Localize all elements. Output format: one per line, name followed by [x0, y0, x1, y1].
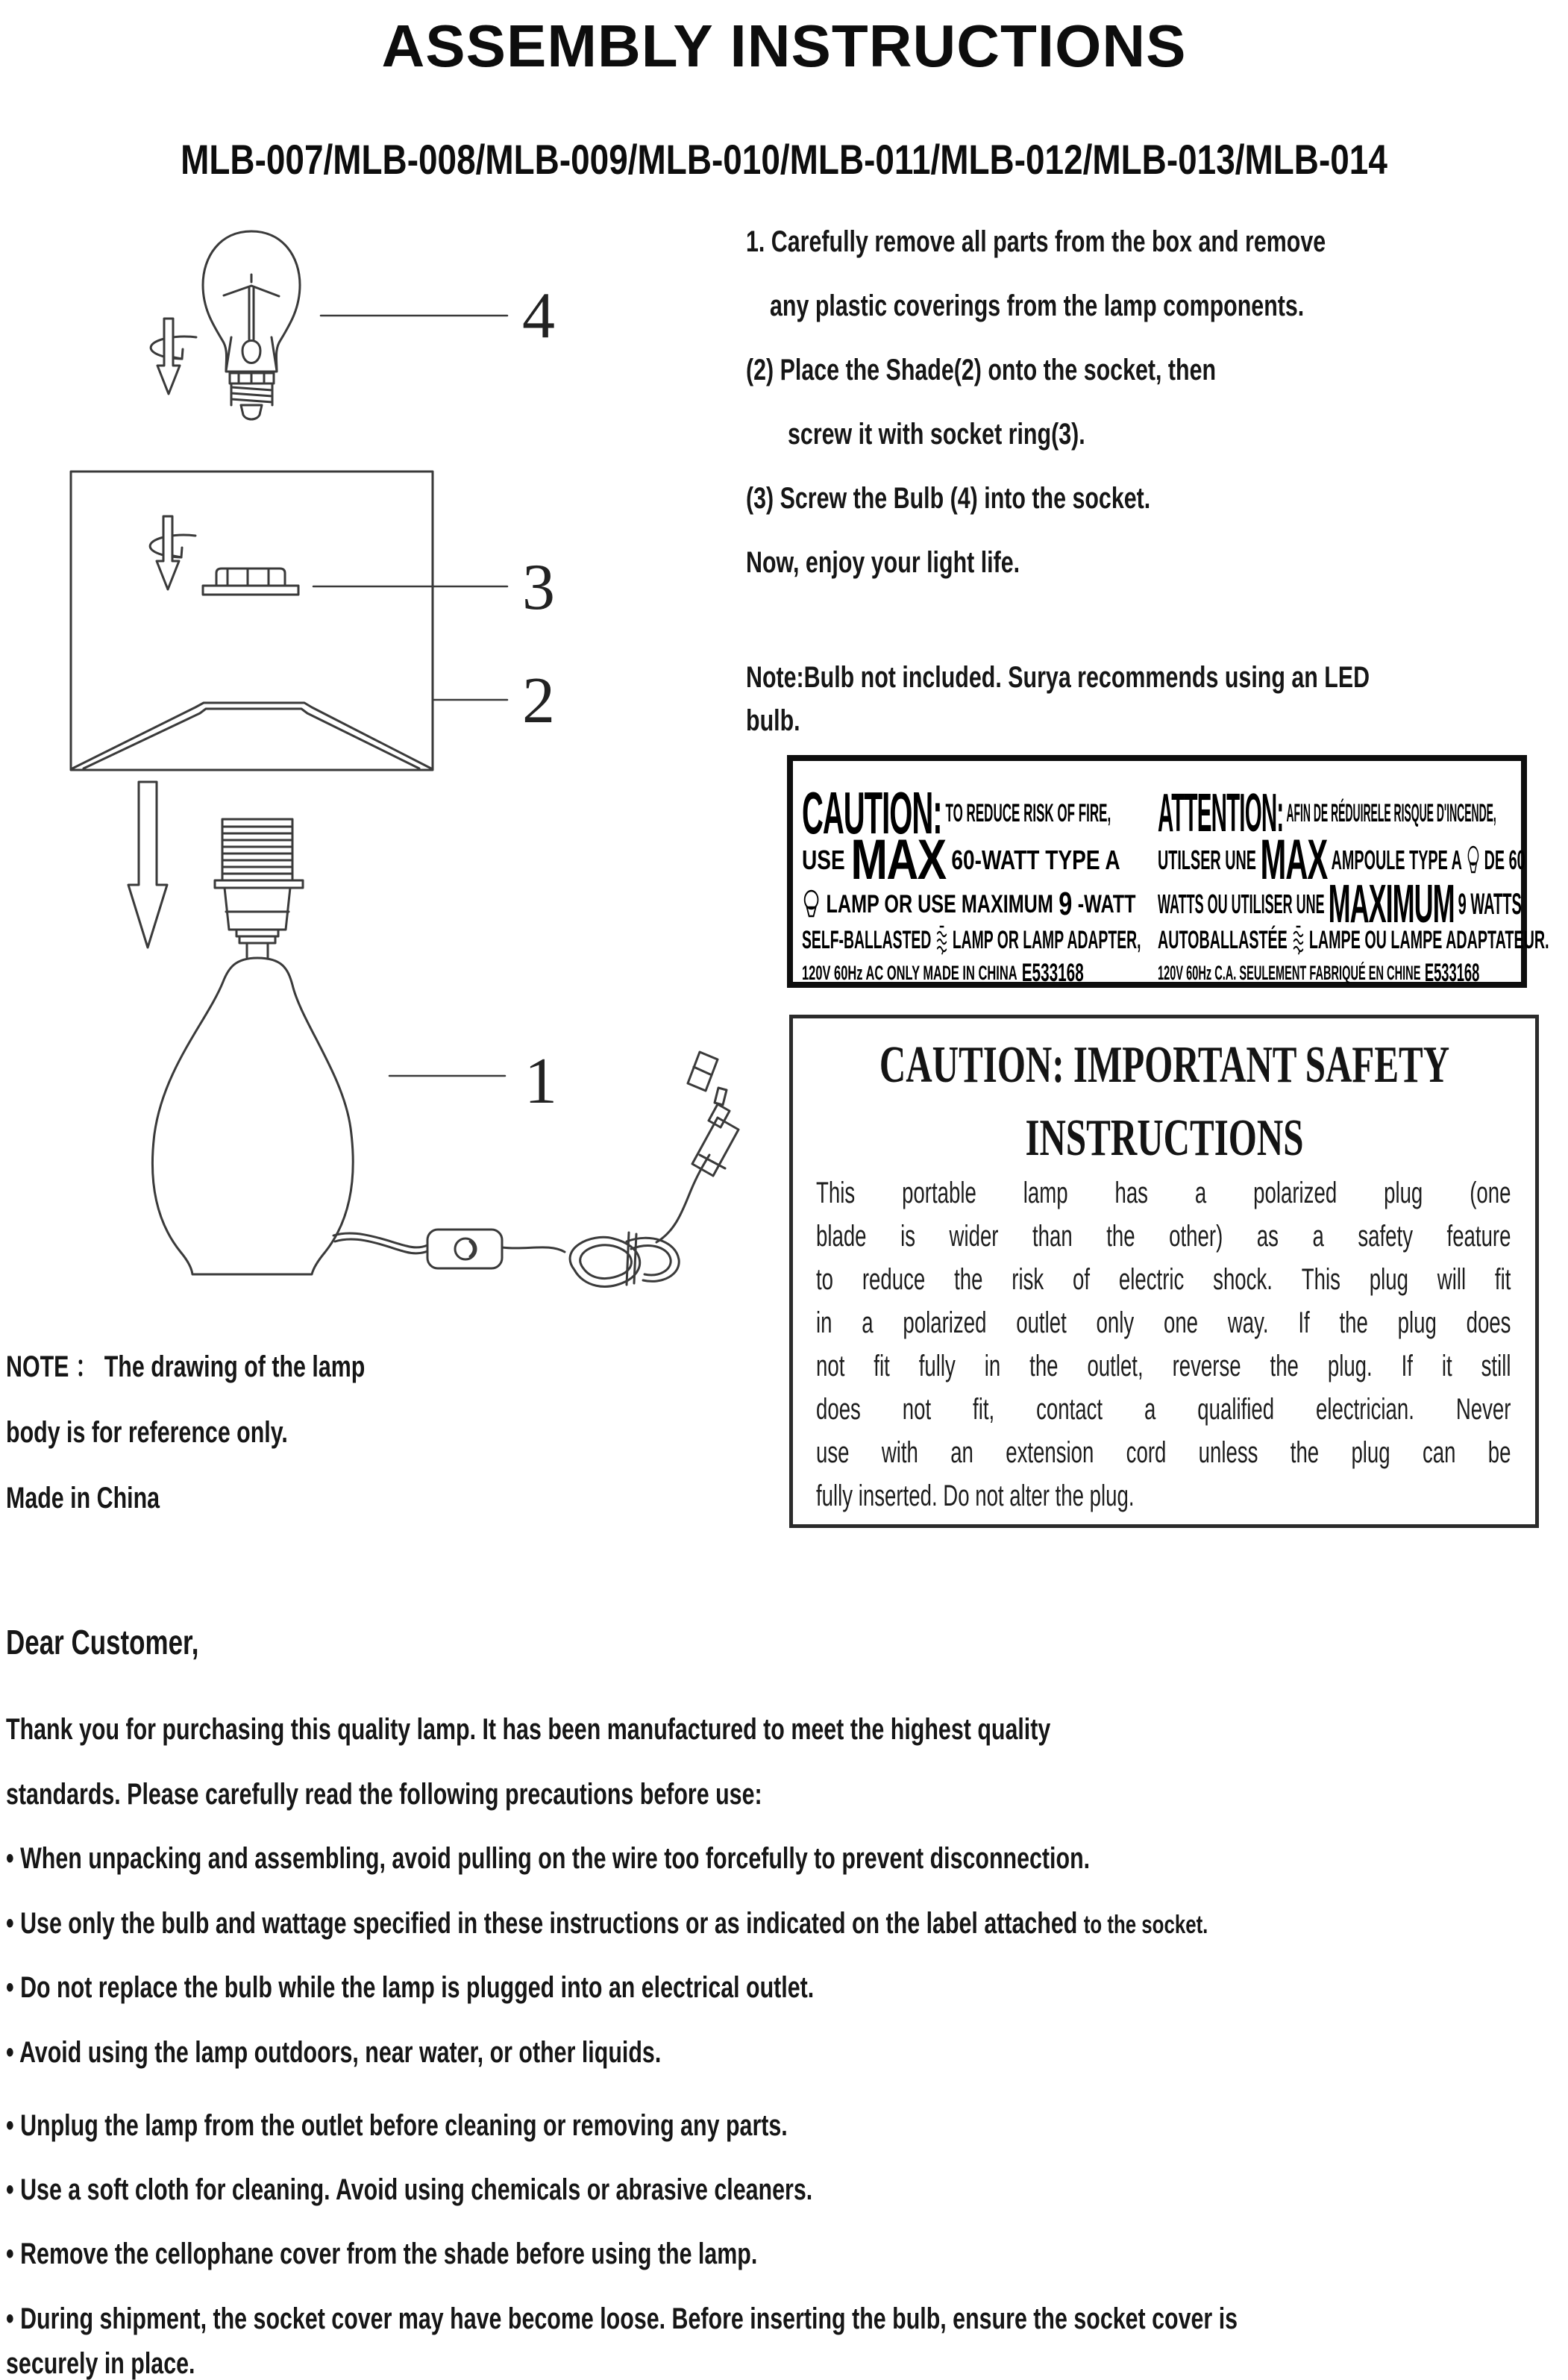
step-line: (3) Screw the Bulb (4) into the socket. — [746, 482, 1151, 515]
coiled-cord-drawing — [502, 1155, 709, 1286]
plug-cover-drawing — [688, 1052, 718, 1091]
part-label-bulb: 4 — [522, 280, 555, 352]
safety-title-line: INSTRUCTIONS — [1024, 1109, 1304, 1167]
safety-body-line: not fit fully in the outlet, reverse the plug. If it still — [816, 1350, 1511, 1382]
shade-drawing — [71, 472, 433, 770]
step-line: 1. Carefully remove all parts from the box and remove — [746, 225, 1326, 258]
inline-switch-drawing — [427, 1230, 502, 1268]
safety-title-line: CAUTION: IMPORTANT SAFETY — [879, 1036, 1449, 1094]
ul-file-number: E533168 — [1021, 959, 1084, 987]
safety-body-line: This portable lamp has a polarized plug (one — [816, 1177, 1511, 1209]
precaution-bullet: • Use a soft cloth for cleaning. Avoid using chemicals or abrasive cleaners. — [6, 2173, 813, 2206]
attention-word: ATTENTION: — [1158, 783, 1284, 843]
twist-arrow-icon — [150, 516, 195, 589]
step-line: (2) Place the Shade(2) onto the socket, then — [746, 354, 1217, 386]
reference-note-line: NOTE ： The drawing of the lamp — [6, 1350, 366, 1383]
precaution-bullet: • Unplug the lamp from the outlet before cleaning or removing any parts. — [6, 2109, 788, 2142]
socket-stem-drawing — [215, 819, 303, 957]
precaution-bullet: • During shipment, the socket cover may have become loose. Before inserting the bulb, ensure the socket cover is — [6, 2302, 1238, 2335]
precaution-bullet: • Use only the bulb and wattage specified in these instructions or as indicated on the label attached to the socket. — [6, 1907, 1208, 1940]
letter-intro-line: standards. Please carefully read the following precautions before use: — [6, 1778, 762, 1811]
page-title: ASSEMBLY INSTRUCTIONS — [381, 13, 1187, 79]
letter-intro-line: Thank you for purchasing this quality lamp. It has been manufactured to meet the highest quality — [6, 1713, 1051, 1746]
bulb-drawing — [203, 231, 300, 419]
max-word: MAX — [1260, 828, 1328, 892]
part-label-body: 1 — [524, 1045, 557, 1118]
twist-arrow-icon — [151, 319, 196, 394]
safety-instructions-box — [789, 1015, 1539, 1528]
maximum-word: MAXIMUM — [1328, 874, 1455, 934]
cord-drawing — [333, 1233, 427, 1253]
step-line: Now, enjoy your light life. — [746, 546, 1020, 579]
max-word: MAX — [850, 828, 946, 892]
bulb-note-line: bulb. — [746, 704, 800, 737]
precaution-bullet-continuation: securely in place. — [6, 2347, 195, 2380]
safety-body-line: fully inserted. Do not alter the plug. — [816, 1479, 1135, 1512]
bulb-note-line: Note:Bulb not included. Surya recommends using an LED — [746, 661, 1370, 694]
part-label-shade: 2 — [522, 665, 555, 737]
socket-ring-drawing — [203, 569, 298, 595]
bulb-icon — [802, 889, 821, 920]
bulb-icon — [1466, 845, 1480, 876]
salutation: Dear Customer, — [6, 1623, 199, 1662]
safety-body-line: does not fit, contact a qualified electrician. Never — [816, 1393, 1511, 1426]
precaution-bullet: • When unpacking and assembling, avoid pulling on the wire too forcefully to prevent disconnection. — [6, 1842, 1091, 1875]
rating-label: CAUTION: TO REDUCE RISK OF FIRE, USE MAX 60-WATT TYPE A LAMP OR USE MAXIMUM 9 -WATT SELF-BALLASTED LAMP OR LAMP ADAPTER, 120V 60Hz AC ONLY MADE IN CHINA E533168 ATTENTION: AFIN DE RÉDUIRELE RISQUE D'INCENDE, UTILSER UNE MAX AMPOULE TYPE A DE 60 WATTS OU UTILISER UNE MAXIMUM 9 WATTS AUTOBALLASTÉE LAMPE OU LAMPE ADAPTATEUR. 120V 60Hz C.A. SEULEMENT FABRIQUÉ EN CHINE E533168 — [787, 755, 1527, 988]
cfl-icon — [935, 923, 948, 957]
safety-body-line: to reduce the risk of electric shock. This plug will fit — [816, 1263, 1511, 1296]
safety-body-line: blade is wider than the other) as a safety feature — [816, 1220, 1511, 1253]
down-arrow-icon — [128, 782, 167, 948]
caution-word: CAUTION: — [802, 780, 942, 846]
model-numbers: MLB-007/MLB-008/MLB-009/MLB-010/MLB-011/MLB-012/MLB-013/MLB-014 — [181, 136, 1387, 183]
shade-silhouette — [72, 703, 431, 768]
made-in-china-line: Made in China — [6, 1482, 160, 1515]
reference-note-line: body is for reference only. — [6, 1416, 288, 1449]
lamp-assembly-diagram — [30, 209, 783, 1537]
safety-body-line: use with an extension cord unless the plug can be — [816, 1436, 1511, 1469]
lamp-body-drawing — [152, 958, 353, 1274]
part-label-socket-ring: 3 — [522, 551, 555, 624]
precaution-bullet: • Do not replace the bulb while the lamp is plugged into an electrical outlet. — [6, 1971, 815, 2004]
precaution-bullet: • Avoid using the lamp outdoors, near water, or other liquids. — [6, 2036, 662, 2069]
step-line: any plastic coverings from the lamp components. — [770, 289, 1305, 322]
safety-body-line: in a polarized outlet only one way. If the plug does — [816, 1306, 1511, 1339]
ul-file-number: E533168 — [1424, 959, 1480, 987]
cfl-icon — [1292, 923, 1305, 957]
precaution-bullet: • Remove the cellophane cover from the shade before using the lamp. — [6, 2237, 758, 2270]
plug-drawing — [692, 1088, 738, 1176]
step-line: screw it with socket ring(3). — [788, 418, 1085, 451]
